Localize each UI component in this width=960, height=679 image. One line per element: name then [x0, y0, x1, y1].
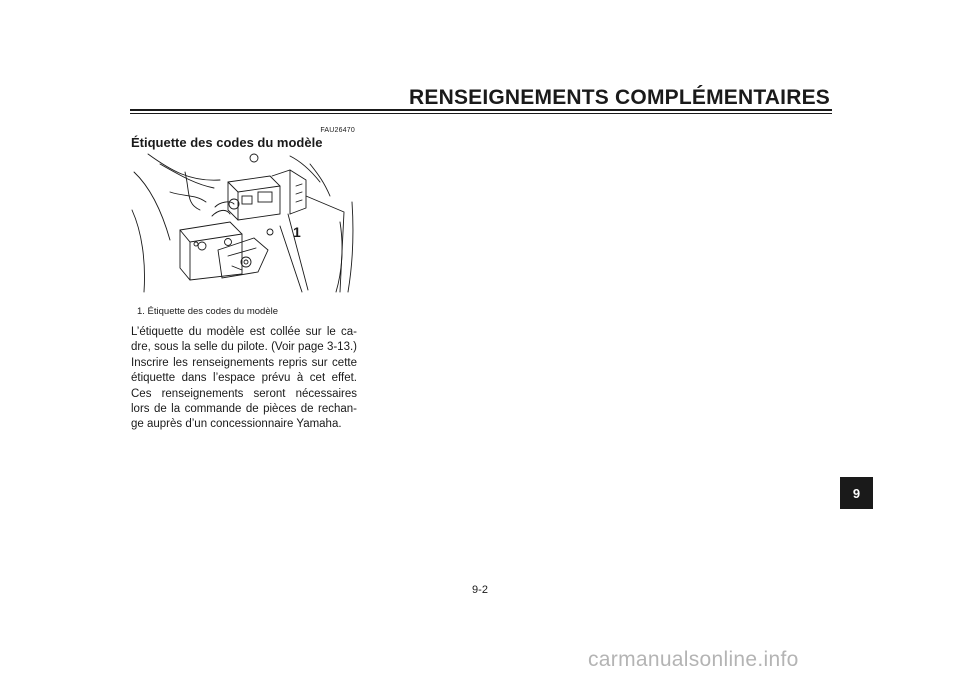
section-code: FAU26470	[320, 127, 355, 134]
model-label-figure	[130, 152, 356, 294]
watermark-text: carmanualsonline.info	[588, 648, 799, 671]
figure-callout-1: 1	[293, 224, 301, 240]
figure-caption: 1. Étiquette des codes du modèle	[137, 306, 279, 317]
header-rule-thin	[130, 113, 832, 114]
section-heading: Étiquette des codes du modèle	[131, 135, 323, 150]
page-header-title: RENSEIGNEMENTS COMPLÉMENTAIRES	[409, 86, 830, 109]
body-paragraph: L’étiquette du modèle est collée sur le ca-dre, sous la selle du pilote. (Voir page 3-13.) Inscrire les renseignements repris sur cette étiquette dans l’espace prévu à cet effet. Ces renseignements seront nécessaires lors de la commande de pièces de rechan-ge auprès d’un concessionnaire Yamaha.	[131, 326, 357, 431]
header-rule-thick	[130, 109, 832, 111]
under-seat-illustration	[130, 152, 356, 294]
page-number: 9-2	[472, 584, 488, 596]
chapter-tab: 9	[840, 477, 873, 509]
